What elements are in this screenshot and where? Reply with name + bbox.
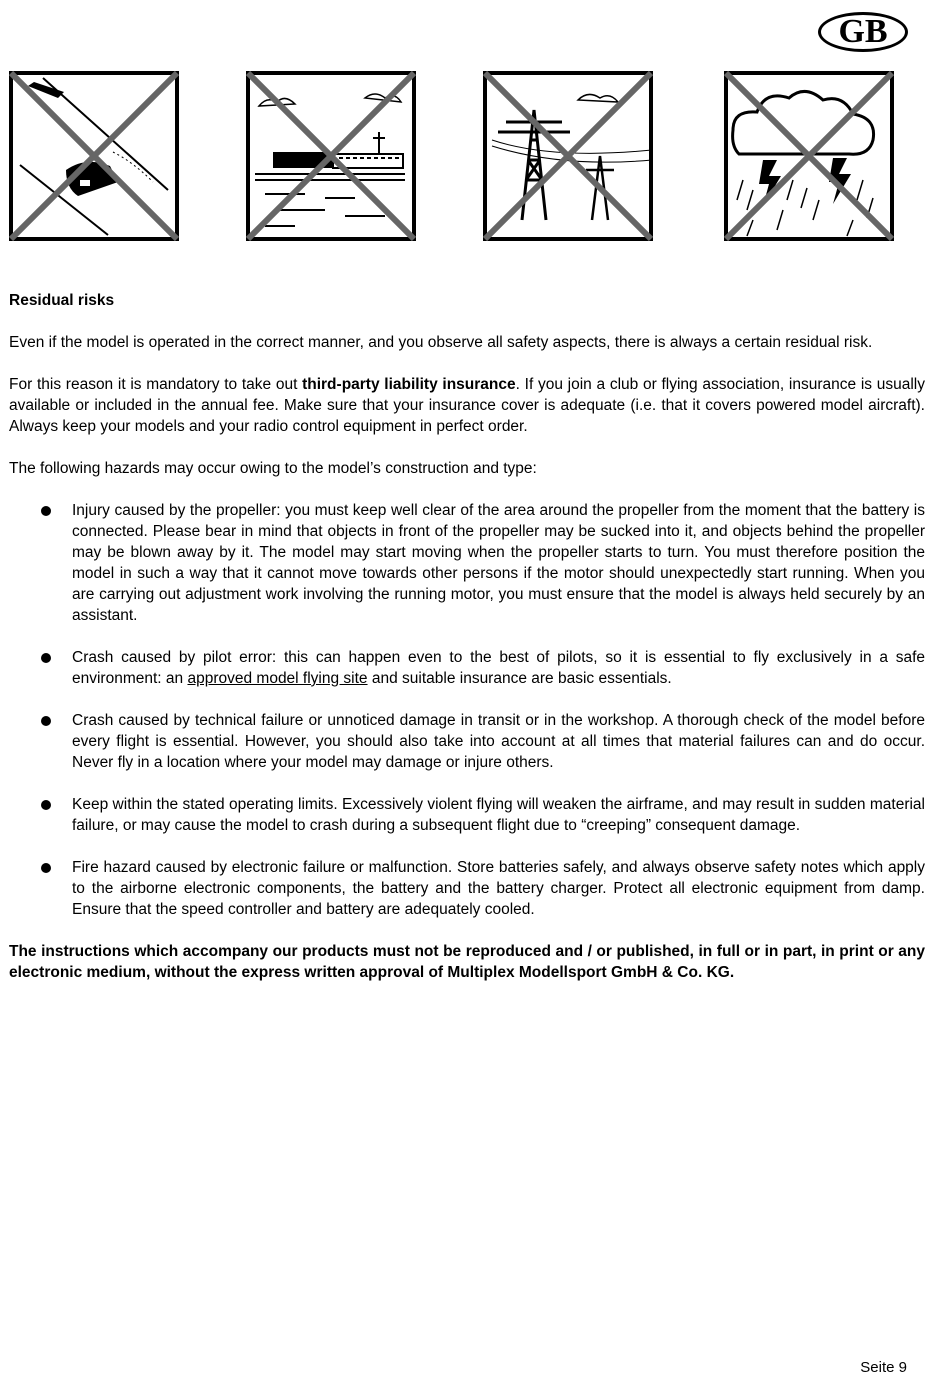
list-item-text: Fire hazard caused by electronic failure or malfunction. Store batteries safely, and always observe safety notes which apply to the airborne electronic components, the battery and the battery charger. Protect all electronic equipment from damp. Ensure that the speed controller and battery are adequately cooled. [72,859,925,918]
copyright-notice: The instructions which accompany our products must not be reproduced and / or published, in full or in part, in print or any electronic medium, without the express written approval of Multiplex Modellsport GmbH & Co. KG. [9,943,925,981]
no-flying-near-roads-icon [8,70,180,242]
insurance-emphasis: third-party liability insurance [302,376,516,393]
paragraph-hazards-intro: The following hazards may occur owing to the model’s construction and type: [9,460,537,477]
no-flying-near-railways-icon [245,70,417,242]
hazard-list [9,500,925,920]
country-badge [818,12,908,52]
document-body [9,290,925,1004]
list-item [9,647,925,689]
list-item [9,710,925,773]
section-heading: Residual risks [9,292,115,309]
bullet-icon [41,863,51,873]
bullet-icon [41,653,51,663]
paragraph-insurance-text-1: For this reason it is mandatory to take out [9,376,303,393]
bullet-icon [41,716,51,726]
prohibition-pictograms [0,70,950,245]
country-code: GB [838,13,888,50]
list-item-text: Keep within the stated operating limits. Excessively violent flying will weaken the airframe, and may result in sudden material failure, or may cause the model to crash during a subsequent flight due to “creeping” consequent damage. [72,796,925,834]
bullet-icon [41,800,51,810]
page-number: Seite 9 [860,1359,907,1376]
list-item-text: Crash caused by pilot error: this can happen even to the best of pilots, so it is essential to fly exclusively in a safe environment: an [72,649,925,687]
paragraph-residual-risk: Even if the model is operated in the correct manner, and you observe all safety aspects, there is always a certain residual risk. [9,334,873,351]
no-flying-near-power-lines-icon [482,70,654,242]
paragraph-insurance-text-2: . If you join a club or flying association, insurance is usually available or included in the annual fee. Make sure that your insurance cover is adequate (i.e. that it covers powered model aircraft). Always keep your models and your radio control equipment in perfect order. [9,376,925,435]
list-item-text: and suitable insurance are basic essentials. [367,670,672,687]
bullet-icon [41,506,51,516]
approved-site-link[interactable]: approved model flying site [187,670,368,687]
paragraph-insurance [9,374,925,437]
list-item [9,794,925,836]
list-item [9,500,925,626]
list-item-text: Injury caused by the propeller: you must keep well clear of the area around the propeller from the moment that the battery is connected. Please bear in mind that objects in front of the propeller may be sucked into it, and objects behind the propeller may be blown away by it. The model may start moving when the propeller starts to turn. You must therefore position the model in such a way that it cannot move towards other persons if the motor should unexpectedly start running. When you are carrying out adjustment work involving the running motor, you must ensure that the model is always held securely by an assistant. [72,502,925,624]
list-item [9,857,925,920]
no-flying-in-thunderstorms-icon [723,70,895,242]
list-item-text: Crash caused by technical failure or unnoticed damage in transit or in the workshop. A thorough check of the model before every flight is essential. However, you should also take into account at all times that material failures can and do occur. Never fly in a location where your model may damage or injure others. [72,712,925,771]
